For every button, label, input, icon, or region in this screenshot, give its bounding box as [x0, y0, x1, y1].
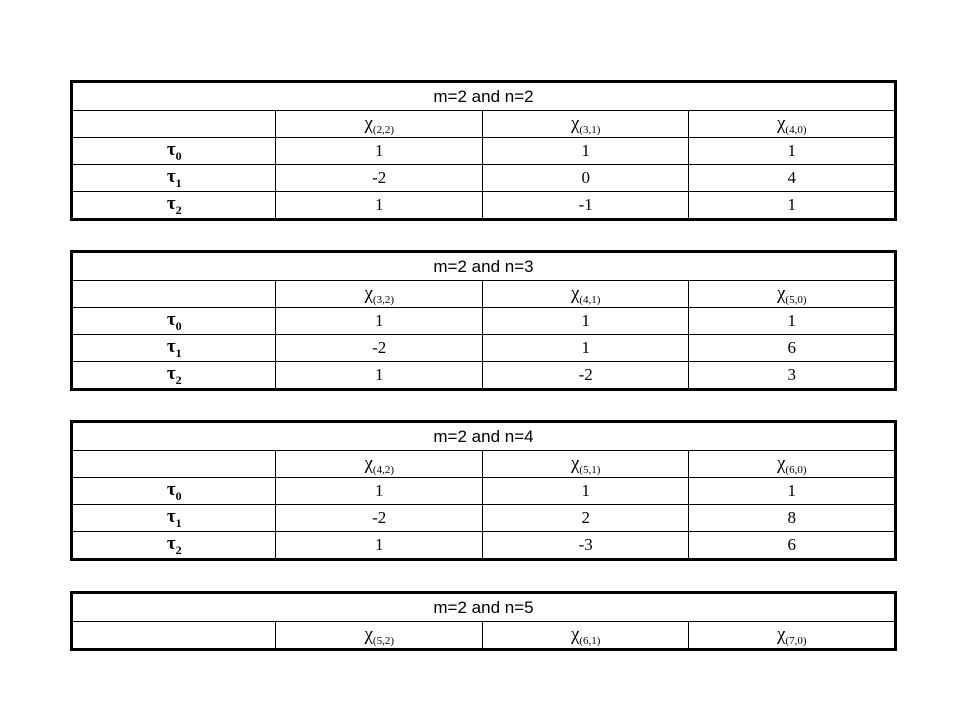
- table-cell: 1: [689, 478, 896, 505]
- column-header: [482, 281, 688, 308]
- table-title: m=2 and n=4: [72, 422, 896, 451]
- chi-symbol: χ: [570, 112, 580, 134]
- tau-subscript: 0: [175, 318, 182, 333]
- tau-symbol: τ: [166, 335, 176, 357]
- tau-symbol: τ: [166, 192, 176, 214]
- table-cell: -1: [482, 192, 688, 220]
- table-cell: 2: [482, 505, 688, 532]
- table-row: [72, 505, 896, 532]
- table-cell: -2: [276, 165, 482, 192]
- chi-subscript: (5,1): [579, 463, 601, 476]
- chi-subscript: (3,2): [372, 293, 394, 306]
- column-header-row: [72, 622, 896, 650]
- chi-subscript: (5,2): [372, 634, 394, 647]
- tau-subscript: 1: [175, 175, 182, 190]
- table-cell: 0: [482, 165, 688, 192]
- column-header: [482, 451, 688, 478]
- table-cell: 1: [482, 335, 688, 362]
- table-row: [72, 138, 896, 165]
- tau-symbol: τ: [166, 138, 176, 160]
- tau-symbol: τ: [166, 308, 176, 330]
- tau-subscript: 1: [175, 345, 182, 360]
- row-label: [72, 335, 276, 362]
- row-label: [72, 362, 276, 390]
- chi-symbol: χ: [364, 452, 373, 474]
- table-title: m=2 and n=5: [72, 593, 896, 622]
- table-cell: 1: [482, 308, 688, 335]
- chi-subscript: (2,2): [372, 123, 394, 136]
- character-table: [70, 250, 897, 391]
- column-header: [482, 622, 688, 650]
- tau-symbol: τ: [166, 505, 176, 527]
- table-row: [72, 192, 896, 220]
- table-cell: 1: [276, 138, 482, 165]
- column-header-row: [72, 451, 896, 478]
- table-cell: 1: [276, 532, 482, 560]
- column-header: [276, 622, 482, 650]
- table-row: [72, 478, 896, 505]
- chi-subscript: (5,0): [785, 293, 807, 306]
- tau-symbol: τ: [166, 478, 176, 500]
- character-table: [70, 420, 897, 561]
- table-cell: -2: [276, 335, 482, 362]
- character-table: [70, 80, 897, 221]
- chi-symbol: χ: [364, 282, 373, 304]
- table-cell: 3: [689, 362, 896, 390]
- corner-cell: [72, 111, 276, 138]
- table-cell: 1: [689, 308, 896, 335]
- row-label: [72, 165, 276, 192]
- tau-subscript: 2: [175, 202, 182, 217]
- column-header: [689, 111, 896, 138]
- table-cell: -2: [276, 505, 482, 532]
- table-cell: 1: [482, 478, 688, 505]
- table-row: [72, 532, 896, 560]
- corner-cell: [72, 281, 276, 308]
- chi-symbol: χ: [570, 452, 580, 474]
- column-header: [689, 622, 896, 650]
- chi-symbol: χ: [776, 623, 786, 645]
- row-label: [72, 505, 276, 532]
- column-header: [276, 281, 482, 308]
- table-cell: 6: [689, 532, 896, 560]
- table-cell: -2: [482, 362, 688, 390]
- table-cell: 1: [689, 192, 896, 220]
- table-title: m=2 and n=2: [72, 82, 896, 111]
- table-cell: 1: [276, 478, 482, 505]
- chi-subscript: (7,0): [785, 634, 807, 647]
- chi-subscript: (6,0): [785, 463, 807, 476]
- table-title-row: [72, 593, 896, 622]
- row-label: [72, 138, 276, 165]
- chi-subscript: (4,2): [372, 463, 394, 476]
- column-header: [689, 451, 896, 478]
- chi-symbol: χ: [364, 112, 373, 134]
- row-label: [72, 532, 276, 560]
- tau-subscript: 2: [175, 542, 182, 557]
- column-header: [276, 111, 482, 138]
- table-cell: 1: [276, 192, 482, 220]
- column-header-row: [72, 111, 896, 138]
- table-cell: 1: [482, 138, 688, 165]
- tau-subscript: 0: [175, 148, 182, 163]
- table-cell: -3: [482, 532, 688, 560]
- table-row: [72, 362, 896, 390]
- table-cell: 1: [689, 138, 896, 165]
- column-header: [689, 281, 896, 308]
- table-row: [72, 308, 896, 335]
- chi-symbol: χ: [776, 282, 786, 304]
- table-title-row: [72, 252, 896, 281]
- table-cell: 1: [276, 308, 482, 335]
- chi-subscript: (6,1): [579, 634, 601, 647]
- table-cell: 1: [276, 362, 482, 390]
- corner-cell: [72, 622, 276, 650]
- column-header: [482, 111, 688, 138]
- chi-symbol: χ: [570, 282, 580, 304]
- table-cell: 8: [689, 505, 896, 532]
- row-label: [72, 308, 276, 335]
- table-cell: 6: [689, 335, 896, 362]
- row-label: [72, 192, 276, 220]
- table-title-row: [72, 422, 896, 451]
- corner-cell: [72, 451, 276, 478]
- chi-symbol: χ: [364, 623, 373, 645]
- table-row: [72, 165, 896, 192]
- tau-symbol: τ: [166, 165, 176, 187]
- column-header-row: [72, 281, 896, 308]
- table-row: [72, 335, 896, 362]
- chi-symbol: χ: [776, 452, 786, 474]
- chi-subscript: (4,1): [579, 293, 601, 306]
- table-cell: 4: [689, 165, 896, 192]
- chi-subscript: (4,0): [785, 123, 807, 136]
- tau-subscript: 1: [175, 515, 182, 530]
- tau-symbol: τ: [166, 532, 176, 554]
- character-table: [70, 591, 897, 651]
- column-header: [276, 451, 482, 478]
- table-title-row: [72, 82, 896, 111]
- table-title: m=2 and n=3: [72, 252, 896, 281]
- chi-subscript: (3,1): [579, 123, 601, 136]
- row-label: [72, 478, 276, 505]
- chi-symbol: χ: [776, 112, 786, 134]
- tau-subscript: 2: [175, 372, 182, 387]
- tau-subscript: 0: [175, 488, 182, 503]
- tau-symbol: τ: [166, 362, 176, 384]
- chi-symbol: χ: [570, 623, 580, 645]
